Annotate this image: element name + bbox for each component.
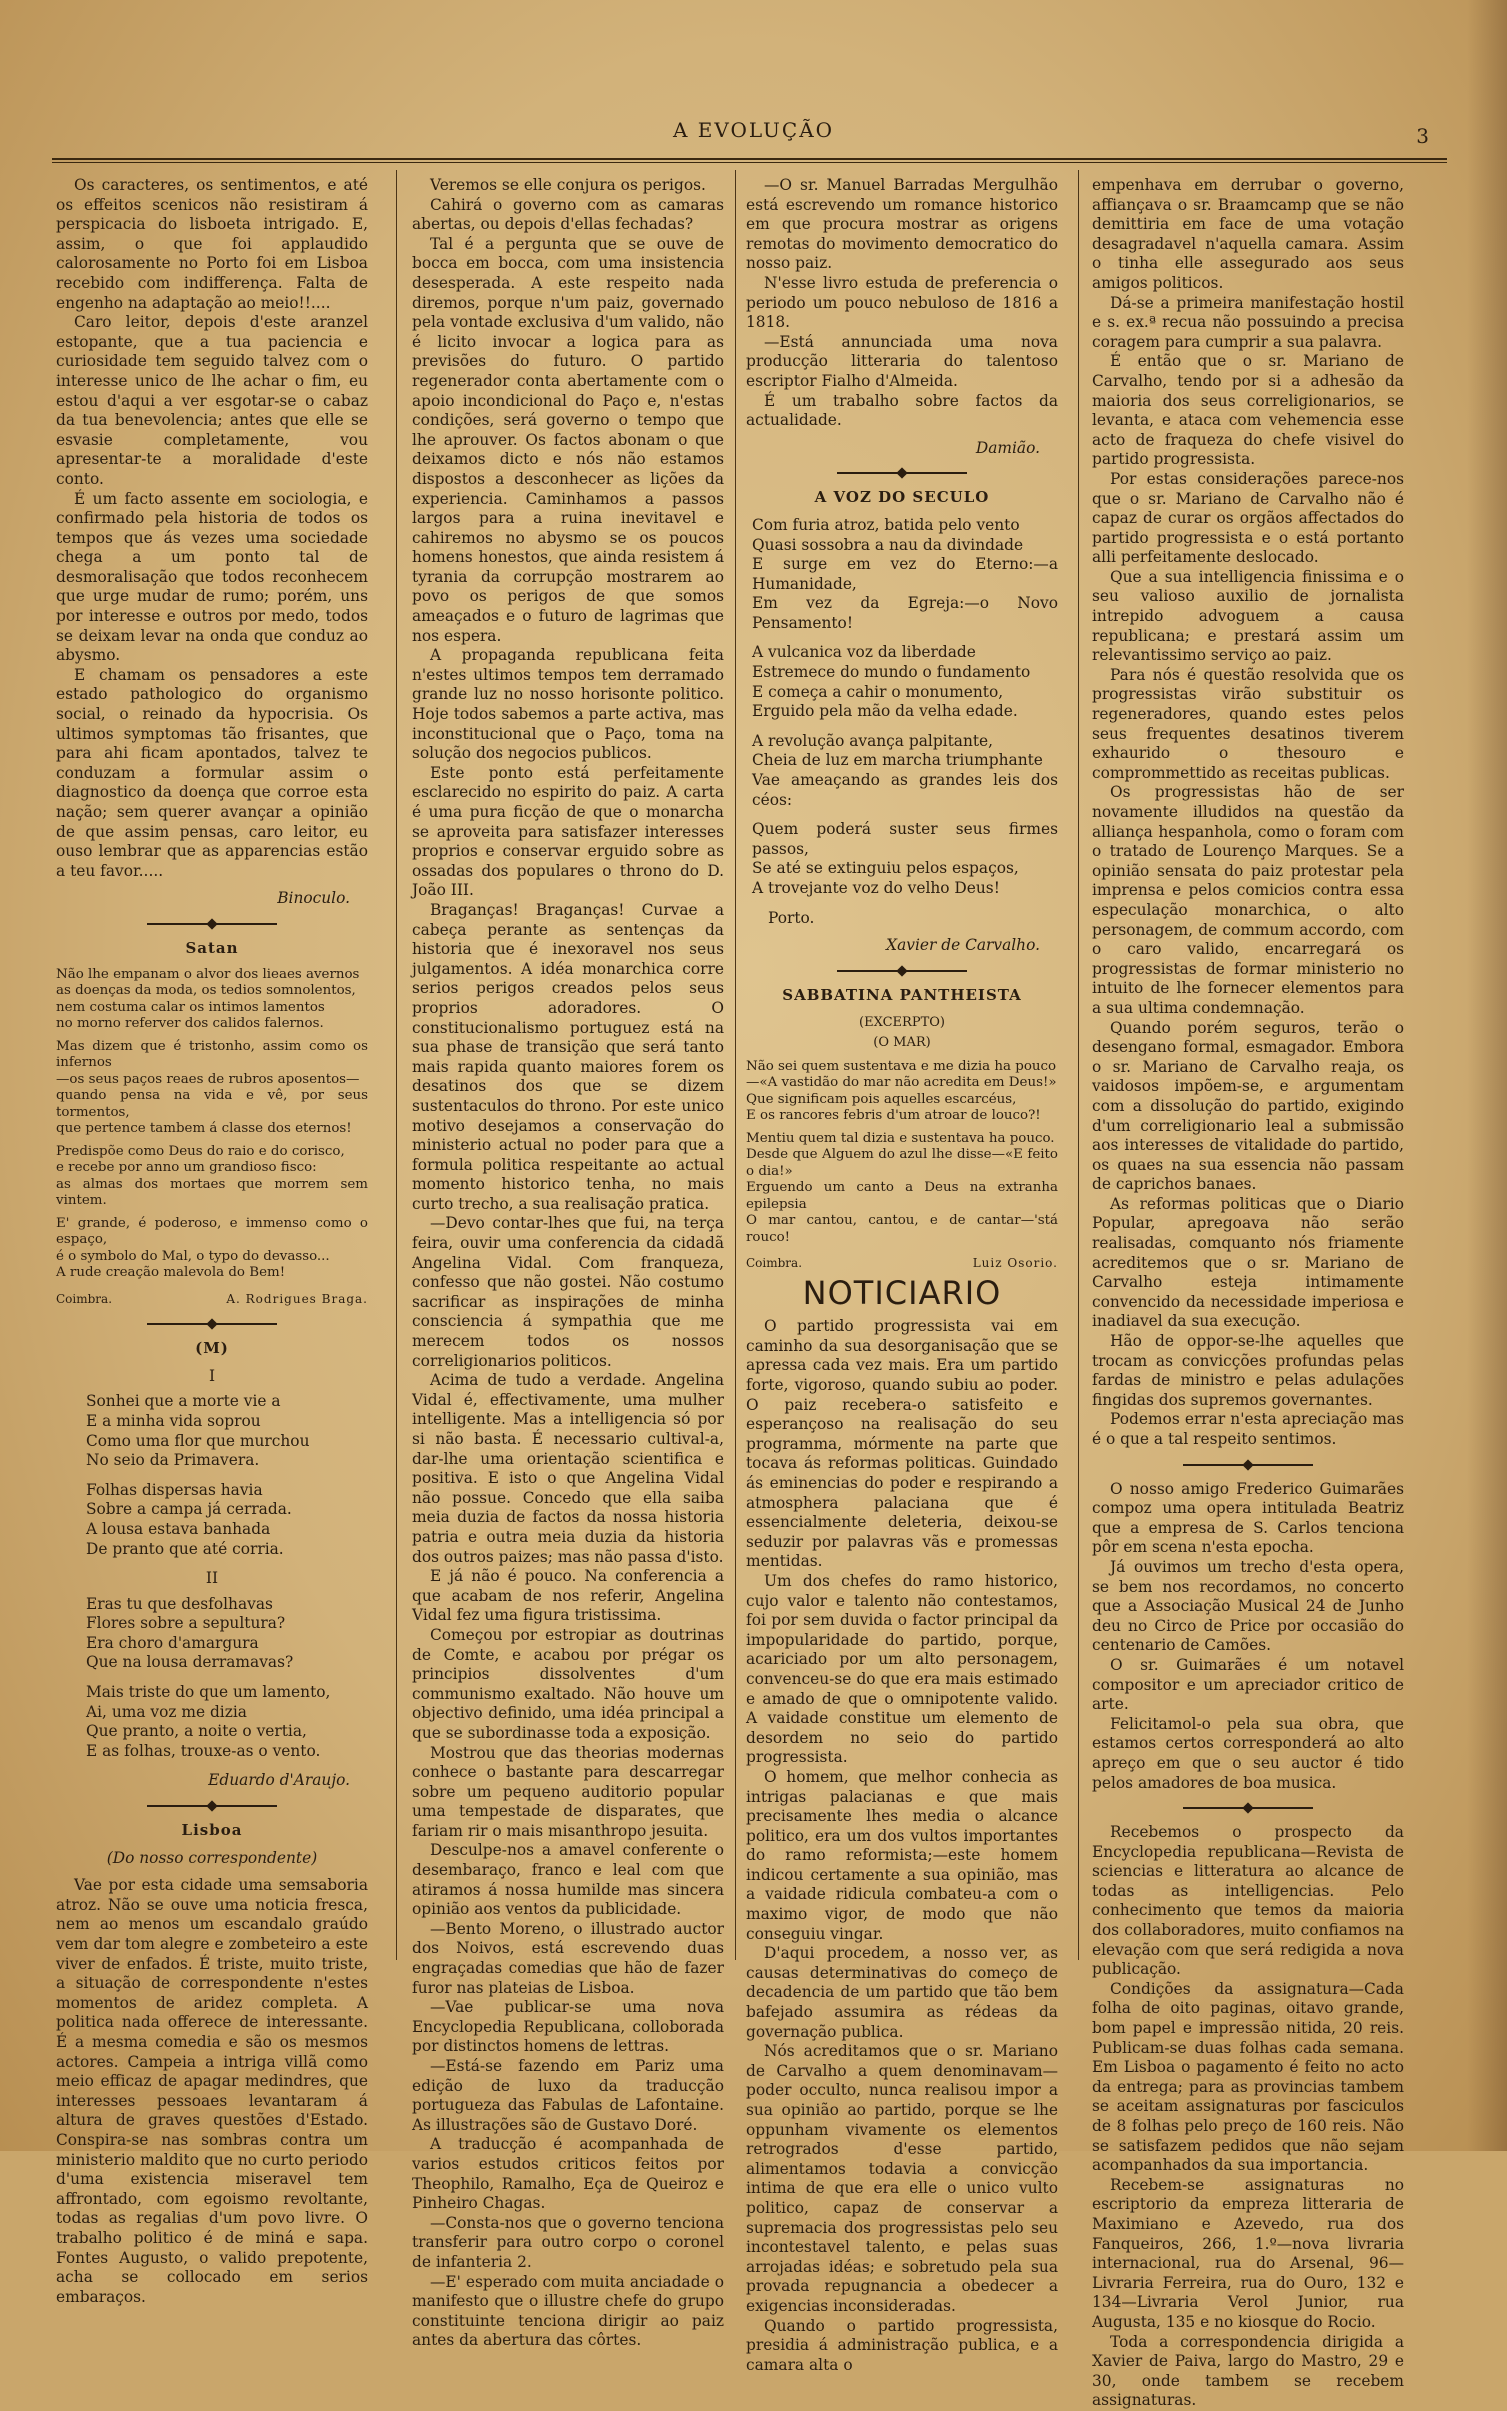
paragraph: Recebem-se assignaturas no escriptorio da empreza litteraria de Maximiano e Azevedo, rua dos Fanqueiros, 266, 1.º—nova livraria internacional, rua do Arsenal, 96—Livraria Ferreira, rua do Ouro, 132 e 134—Livraria Verol Junior, rua Augusta, 135 e no kiosque do Rocio. xyxy=(1092,2175,1404,2331)
signature: Damião. xyxy=(975,438,1040,457)
poem-line: Mais triste do que um lamento, xyxy=(86,1683,331,1702)
poem-line: A vulcanica voz da liberdade xyxy=(752,643,976,662)
poem-line: Eras tu que desfolhavas xyxy=(86,1594,273,1613)
poem-line: E' grande, é poderoso, e immenso como o espaço, xyxy=(56,1215,368,1248)
poem-line: De pranto que até corria. xyxy=(86,1539,284,1558)
paragraph: Cahirá o governo com as camaras abertas, ou depois d'ellas fechadas? xyxy=(412,195,724,234)
poem-line: Com furia atroz, batida pelo vento xyxy=(752,515,1020,534)
paragraph: A traducção é acompanhada de varios estudos criticos feitos por Theophilo, Ramalho, Eça de Queiroz e Pinheiro Chagas. xyxy=(412,2135,724,2213)
paragraph: Quando o partido progressista, presidia á administração publica, e a camara alta o xyxy=(746,2316,1058,2374)
paragraph: —Devo contar-lhes que fui, na terça feira, ouvir uma conferencia da cidadã Angelina Vidal. Com franqueza, confesso que não gostei. Não costumo sacrificar as inspirações de minha consciencia á sympathia que me merecem todos os nossos correligionarios politicos. xyxy=(412,1214,724,1370)
poem-line: Predispõe como Deus do raio e do corisco, xyxy=(56,1143,345,1159)
paragraph: —Está-se fazendo em Pariz uma edição de luxo da traducção portugueza das Fabulas de Lafontaine. As illustrações são de Gustavo Doré. xyxy=(412,2057,724,2134)
section-title: A VOZ DO SECULO xyxy=(814,488,990,507)
column-rule xyxy=(1078,170,1079,1960)
poem-line: A lousa estava banhada xyxy=(86,1519,271,1538)
column-rule xyxy=(735,170,736,1960)
poem-line: e recebe por anno um grandioso fisco: xyxy=(56,1160,317,1176)
paragraph: Para nós é questão resolvida que os progressistas virão substituir os regeneradores, quando estes pelos seus frequentes desatinos tiverem exhaurido o thesouro e comprommettido as receitas publicas. xyxy=(1092,665,1404,782)
paragraph: Acima de tudo a verdade. Angelina Vidal é, effectivamente, uma mulher intelligente. Mas a intelligencia só por si não basta. É necessario cultival-a, dar-lhe uma orientação scientifica e positiva. E isto o que Angelina Vidal não possue. Concedo que ella saiba meia duzia de factos da nossa historia patria e outra meia duzia da historia dos outros paizes; mas não passa d'isto. xyxy=(412,1371,724,1566)
poem-line: Que significam pois aquelles escarcéus, xyxy=(746,1091,1017,1107)
place: Porto. xyxy=(768,908,815,927)
poem-stanza xyxy=(86,1392,368,1470)
section-title: SABBATINA PANTHEISTA xyxy=(782,985,1022,1004)
roman-numeral: II xyxy=(205,1569,219,1588)
section-title: (M) xyxy=(195,1339,229,1358)
poem-line: Folhas dispersas havia xyxy=(86,1480,263,1499)
paragraph: Um dos chefes do ramo historico, cujo valor e talento não contestamos, foi por sem duvida o factor principal da impopularidade do partido, porque, acariciado por um alto personagem, convenceu-se do que era mais estimado e amado de que o omnipotente valido. A vaidade constitue um elemento de desordem no seio do partido progressista. xyxy=(746,1571,1058,1767)
poem-line: E começa a cahir o monumento, xyxy=(752,682,1004,701)
paragraph: —Bento Moreno, o illustrado auctor dos Noivos, está escrevendo duas engraçadas comedias que hão de fazer furor nas plateias de Lisboa. xyxy=(412,1919,724,1997)
place: Coimbra. xyxy=(56,1291,113,1306)
column-1 xyxy=(56,176,368,2306)
header-rule-thin xyxy=(52,162,1447,163)
paragraph: A propaganda republicana feita n'estes ultimos tempos tem derramado grande luz no nosso horisonte politico. Hoje todos sabemos a parte activa, mas inconstitucional que o Paço, toma na solução dos negocios publicos. xyxy=(412,646,724,763)
section-title: Satan xyxy=(185,938,239,957)
poem-line: Quasi sossobra a nau da divindade xyxy=(752,535,1024,554)
place: Coimbra. xyxy=(746,1256,803,1271)
separator xyxy=(147,923,277,925)
poem-line: A rude creação malevola do Bem! xyxy=(56,1265,286,1281)
poem-line: Sobre a campa já cerrada. xyxy=(86,1500,292,1519)
poem-line: No seio da Primavera. xyxy=(86,1451,260,1470)
paragraph: As reformas politicas que o Diario Popular, apregoava não serão realisadas, comquanto nós friamente acreditemos que o sr. Mariano de Carvalho esteja intimamente convencido da necessidade imperiosa e inadiavel da sua execução. xyxy=(1092,1194,1404,1331)
paragraph: D'aqui procedem, a nosso ver, as causas determinativas do começo de decadencia de um partido que tão bem bafejado assumira as rédeas da governação publica. xyxy=(746,1944,1058,2041)
paragraph: Dá-se a primeira manifestação hostil e s. ex.ª recua não possuindo a precisa coragem para cumprir a sua palavra. xyxy=(1092,293,1404,351)
poem-line: as doenças da moda, os tedios somnolentos, xyxy=(56,983,356,999)
separator xyxy=(147,1805,277,1807)
poem-stanza xyxy=(56,1144,368,1210)
poem-line: O mar cantou, cantou, e de cantar—'stá rouco! xyxy=(746,1213,1058,1245)
poem-stanza xyxy=(752,516,1058,634)
poem-stanza xyxy=(86,1481,368,1559)
separator xyxy=(1183,1807,1313,1809)
paragraph: Toda a correspondencia dirigida a Xavier de Paiva, largo do Mastro, 29 e 30, onde tambem se recebem assignaturas. xyxy=(1092,2332,1404,2410)
column-2 xyxy=(412,176,724,2350)
separator xyxy=(1183,1464,1313,1466)
section-title: Lisboa xyxy=(181,1821,243,1840)
signature: Binoculo. xyxy=(277,889,350,908)
poem-stanza xyxy=(752,643,1058,721)
paragraph: É um trabalho sobre factos da actualidade. xyxy=(746,391,1058,430)
poem-line: E os rancores febris d'um atroar de louco?! xyxy=(746,1108,1041,1124)
poem-line: E as folhas, trouxe-as o vento. xyxy=(86,1741,321,1760)
paragraph: E já não é pouco. Na conferencia a que acabam de nos referir, Angelina Vidal fez uma figura tristissima. xyxy=(412,1567,724,1625)
poem-stanza xyxy=(752,732,1058,810)
poem-line: Mentiu quem tal dizia e sustentava ha pouco. xyxy=(746,1130,1055,1146)
poem-stanza xyxy=(86,1595,368,1673)
paragraph: —E' esperado com muita anciadade o manifesto que o illustre chefe do grupo constituinte tenciona dirigir ao paiz antes da abertura das côrtes. xyxy=(412,2272,724,2350)
poem-line: A revolução avança palpitante, xyxy=(752,731,994,750)
poem-line: Não sei quem sustentava e me dizia ha pouco xyxy=(746,1058,1057,1074)
paragraph: O partido progressista vai em caminho da sua desorganisação que se apressa cada vez mais. Era um partido forte, vigoroso, quando subiu ao poder. O paiz recebera-o satisfeito e esperançoso na realisação do seu programma, mórmente na parte que tocava ás reformas politicas. Guindado ás eminencias do poder e respirando a atmosphera palaciana que é essencialmente deleteria, deixou-se seduzir por palavras vãs e promessas mentidas. xyxy=(746,1317,1058,1571)
masthead: A EVOLUÇÃO xyxy=(672,118,835,142)
separator xyxy=(837,970,967,972)
column-4 xyxy=(1092,176,1404,2410)
paragraph: Já ouvimos um trecho d'esta opera, se bem nos recordamos, no concerto que a Associação Musical 24 de Junho deu no Circo de Price por occasião do centenario de Camões. xyxy=(1092,1557,1404,1655)
poem-line: Em vez da Egreja:—o Novo Pensamento! xyxy=(752,594,1058,632)
poem-footer xyxy=(56,1290,368,1310)
poem-stanza xyxy=(86,1683,368,1761)
poem-line: Flores sobre a sepultura? xyxy=(86,1614,286,1633)
paragraph: Hão de oppor-se-lhe aquelles que trocam as convicções profundas pelas fardas de ministro e pelas adulações fingidas dos supremos governantes. xyxy=(1092,1332,1404,1409)
separator xyxy=(837,472,967,474)
poem-line: quando pensa na vida e vê, por seus tormentos, xyxy=(56,1088,368,1120)
paragraph: Tal é a pergunta que se ouve de bocca em bocca, com uma insistencia desesperada. A este respeito nada diremos, porque n'um paiz, governado pela vontade exclusiva d'um valido, não é licito invocar a logica para as previsões do futuro. O partido regenerador conta abertamente com o apoio incondicional do Paço e, n'estas condições, será governo o tempo que lhe aprouver. Os factos abonam o que deixamos dicto e nós não estamos dispostos a desconhecer as lições da experiencia. Caminhamos a passos largos para a ruina inevitavel e cahiremos no abysmo se os poucos homens honestos, que ainda resistem á tyrania da corrupção mostrarem ao povo os perigos de que somos ameaçados e o futuro de lagrimas que nos espera. xyxy=(412,234,724,645)
paragraph: E chamam os pensadores a este estado pathologico do organismo social, o reinado da hypocrisia. Os ultimos symptomas tão frisantes, que para ahi ficam apontados, talvez te conduzam a formular assim o diagnostico da doença que corroe esta nação; sem querer avançar a opinião de que assim pensas, caro leitor, eu ouso lembrar que as apparencias estão a teu favor..... xyxy=(56,665,368,880)
paragraph: Vae por esta cidade uma semsaboria atroz. Não se ouve uma noticia fresca, nem ao menos um escandalo graúdo vem dar tom alegre e zombeteiro a este viver de enfados. É triste, muito triste, a situação de correspondente n'estes momentos de aridez completa. A politica nada offerece de interessante. É a mesma comedia e são os mesmos actores. Campeia a intriga villã como meio efficaz de apagar medindres, que interesses pessoaes levantaram á altura de graves questões d'Estado. Conspira-se nas sombras contra um ministerio maldito que no curto periodo d'uma existencia miseravel tem affrontado, com egoismo revoltante, todas as regalias d'um povo livre. O trabalho politico é de miná e sapa. Fontes Augusto, o valido prepotente, acha se collocado em serios embaraços. xyxy=(56,1876,368,2306)
poem-stanza xyxy=(56,1216,368,1282)
paragraph: Nós acreditamos que o sr. Mariano de Carvalho a quem denominavam—poder occulto, nunca realisou impor a sua opinião ao partido, porque se lhe oppunham vivamente os elementos retrogrados d'esse partido, alimentamos todavia a convicção intima de que era elle o unico vulto politico, capaz de conservar a supremacia dos progressistas pelo seu incontestavel talento, e pelas suas arrojadas idéas; e sobretudo pela sua provada repugnancia a obedecer a exigencias inconsideradas. xyxy=(746,2042,1058,2315)
poem-line: Que pranto, a noite o vertia, xyxy=(86,1722,307,1741)
author: Luiz Osorio. xyxy=(972,1256,1058,1271)
poem-stanza xyxy=(56,1039,368,1138)
paragraph: Mostrou que das theorias modernas conhece o bastante para descarregar sobre um pequeno auditorio popular uma tempestade de disparates, que fariam rir o mais misanthropo jesuita. xyxy=(412,1743,724,1840)
paragraph: Que a sua intelligencia finissima e o seu valioso auxilio de jornalista intrepido advoguem a causa republicana; e prestará assim um relevantissimo serviço ao paiz. xyxy=(1092,567,1404,665)
section-title: NOTICIARIO xyxy=(802,1273,1002,1312)
poem-line: Se até se extinguiu pelos espaços, xyxy=(752,859,1019,878)
poem-line: Estremece do mundo o fundamento xyxy=(752,663,1031,682)
poem-line: A trovejante voz do velho Deus! xyxy=(752,879,1000,897)
poem-line: Que na lousa derramavas? xyxy=(86,1653,294,1672)
section-subtitle: (Do nosso correspondente) xyxy=(106,1848,318,1867)
paragraph: Os progressistas hão de ser novamente illudidos na questão da alliança hespanhola, como o foram com o tratado de Lourenço Marques. Se a opinião sensata do paiz protestar pela imprensa e pelos comicios contra essa especulação monarchica, o alto personagem, de commum accordo, com o caro valido, encarregará os progressistas de formar ministerio no intuito de lhe fornecer elementos para a sua ultima condemnação. xyxy=(1092,783,1404,1017)
poem-line: Erguido pela mão da velha edade. xyxy=(752,702,1018,721)
header-rule xyxy=(52,158,1447,160)
paragraph: Começou por estropiar as doutrinas de Comte, e acabou por prégar os principios dissolventes d'um communismo exaltado. Não houve um objectivo definido, uma idéa principal a que se subordinasse toda a exposição. xyxy=(412,1625,724,1742)
paragraph: —Consta-nos que o governo tenciona transferir para outro corpo o coronel de infanteria 2. xyxy=(412,2213,724,2271)
poem-line: E a minha vida soprou xyxy=(86,1411,261,1430)
paragraph: —O sr. Manuel Barradas Mergulhão está escrevendo um romance historico em que procura mostrar as origens remotas do movimento democratico do nosso paiz. xyxy=(746,176,1058,273)
paragraph: Braganças! Braganças! Curvae a cabeça perante as sentenças da historia que é inexoravel nos seus julgamentos. A idéa monarchica corre serios perigos creados pelos seus proprios adoradores. O constitucionalismo portuguez está na sua phase de transição que será tanto mais rapida quanto maiores forem os desatinos dos que se dizem sustentaculos do throno. Por este unico motivo desejamos a conservação do ministerio actual no poder para que a formula politica respeitante ao actual momento historico tenha, no mais curto trecho, a sua realisação pratica. xyxy=(412,900,724,1213)
poem-line: Quem poderá suster seus firmes passos, xyxy=(752,820,1058,858)
paragraph: Desculpe-nos a amavel conferente o desembaraço, franco e leal com que atiramos á nossa humilde mas sincera opinião aos ventos da publicidade. xyxy=(412,1841,724,1919)
poem-line: é o symbolo do Mal, o typo do devasso... xyxy=(56,1248,330,1264)
poem-line: Era choro d'amargura xyxy=(86,1633,259,1652)
author: A. Rodrigues Braga. xyxy=(226,1291,368,1306)
poem-line: Como uma flor que murchou xyxy=(86,1431,310,1450)
signature: Xavier de Carvalho. xyxy=(886,936,1040,955)
signature: Eduardo d'Araujo. xyxy=(208,1771,350,1790)
poem-line: —«A vastidão do mar não acredita em Deus!» xyxy=(746,1075,1057,1091)
paragraph: O homem, que melhor conhecia as intrigas palacianas e que mais precisamente lhes media o alcance politico, era um dos vultos importantes do ramo reformista;—este homem indicou certamente a sua opinião, mas a vaidade ridicula combateu-a com o maximo vigor, de modo que não conseguiu vingar. xyxy=(746,1767,1058,1943)
paragraph: Os caracteres, os sentimentos, e até os effeitos scenicos não resistiram á perspicacia do lisboeta intrigado. E, assim, o que foi applaudido calorosamente no Porto foi em Lisboa recebido com indifferença. Falta de engenho na adaptação ao meio!!.... xyxy=(56,176,368,312)
paragraph: Caro leitor, depois d'este aranzel estopante, que a tua paciencia e curiosidade tem seguido talvez com o interesse unico de lhe achar o fim, eu estou d'aqui a ver esgotar-se o cabaz da tua benevolencia; antes que elle se esvasie completamente, vou apresentar-te a moralidade d'este conto. xyxy=(56,313,368,488)
poem-line: as almas dos mortaes que morrem sem vintem. xyxy=(56,1176,368,1209)
paragraph: Este ponto está perfeitamente esclarecido no espirito do paiz. A carta é uma pura ficção de que o monarcha se aproveita para satisfazer interesses proprios e conservar erguido sobre as ossadas dos populares o throno do D. João III. xyxy=(412,763,724,900)
poem-stanza xyxy=(746,1131,1058,1247)
poem-line: Erguendo um canto a Deus na extranha epilepsia xyxy=(746,1180,1058,1212)
poem-line: nem costuma calar os intimos lamentos xyxy=(56,999,325,1015)
poem-stanza xyxy=(56,967,368,1033)
section-subtitle: (EXCERPTO) xyxy=(859,1015,945,1031)
poem-stanza xyxy=(746,1059,1058,1125)
poem-line: que pertence tambem á classe dos eternos! xyxy=(56,1121,352,1137)
poem-line: E surge em vez do Eterno:—a Humanidade, xyxy=(752,555,1058,593)
poem-line: no morno referver dos calidos falernos. xyxy=(56,1016,324,1032)
paragraph: Quando porém seguros, terão o desengano formal, esmagador. Embora o sr. Mariano de Carvalho reaja, os vaidosos impõem-se, e argumentam com a dissolução do partido, exigindo d'um correligionario leal a submissão aos interesses de vitalidade do partido, os quaes na sua essencia não passam de caprichos banaes. xyxy=(1092,1018,1404,1194)
paragraph: Podemos errar n'esta apreciação mas é o que a tal respeito sentimos. xyxy=(1092,1410,1404,1448)
poem-stanza xyxy=(752,820,1058,898)
poem-line: Mas dizem que é tristonho, assim como os infernos xyxy=(56,1038,368,1071)
column-3 xyxy=(746,176,1058,2374)
paragraph: Por estas considerações parece-nos que o sr. Mariano de Carvalho não é capaz de curar os orgãos affectados do partido progressista e o está portanto alli perfeitamente deslocado. xyxy=(1092,469,1404,567)
paragraph: —Está annunciada uma nova producção litteraria do talentoso escriptor Fialho d'Almeida. xyxy=(746,332,1058,390)
poem-line: Sonhei que a morte vie a xyxy=(86,1392,281,1411)
paragraph: Veremos se elle conjura os perigos. xyxy=(430,176,706,194)
separator xyxy=(147,1323,277,1325)
paragraph: O sr. Guimarães é um notavel compositor e um apreciador critico de arte. xyxy=(1092,1655,1404,1714)
poem-line: Cheia de luz em marcha triumphante xyxy=(752,751,1043,770)
section-subtitle: (O MAR) xyxy=(873,1034,931,1050)
paragraph: N'esse livro estuda de preferencia o periodo um pouco nebuloso de 1816 a 1818. xyxy=(746,273,1058,332)
paragraph: empenhava em derrubar o governo, affiançava o sr. Braamcamp que se não demittiria em face de uma votação desagradavel n'aquella camara. Assim o tinha elle assegurado aos seus amigos politicos. xyxy=(1092,176,1404,292)
paragraph: É um facto assente em sociologia, e confirmado pela historia de todos os tempos que ás vezes uma sociedade chega a um ponto tal de desmoralisação que todos reconhecem que urge mudar de rumo; porém, uns por interesse e outros por medo, todos se deixam levar na onda que conduz ao abysmo. xyxy=(56,489,368,665)
page-number: 3 xyxy=(1416,124,1429,148)
column-rule xyxy=(396,170,397,1960)
roman-numeral: I xyxy=(208,1366,216,1385)
paragraph: Recebemos o prospecto da Encyclopedia republicana—Revista de sciencias e litteratura ao alcance de todas as intelligencias. Pelo conhecimento que temos da maioria dos collaboradores, muito confiamos na elevação com que será redigida a nova publicação. xyxy=(1092,1823,1404,1979)
paragraph: Felicitamol-o pela sua obra, que estamos certos corresponderá ao alto apreço em que o seu auctor é tido pelos amadores de boa musica. xyxy=(1092,1714,1404,1792)
poem-line: Desde que Alguem do azul lhe disse—«E feito o dia!» xyxy=(746,1147,1058,1179)
paragraph: O nosso amigo Frederico Guimarães compoz uma opera intitulada Beatriz que a empresa de S. Carlos tenciona pôr em scena n'esta epocha. xyxy=(1092,1479,1404,1557)
paragraph: —Vae publicar-se uma nova Encyclopedia Republicana, colloborada por distinctos homens de lettras. xyxy=(412,1998,724,2056)
poem-line: Vae ameaçando as grandes leis dos céos: xyxy=(752,771,1058,809)
poem-line: —os seus paços reaes de rubros aposentos— xyxy=(56,1071,360,1087)
poem-line: Ai, uma voz me dizia xyxy=(86,1702,247,1721)
paragraph: Condições da assignatura—Cada folha de oito paginas, oitavo grande, bom papel e impressão nitida, 20 reis. Publicam-se duas folhas cada semana. Em Lisboa o pagamento é feito no acto da entrega; para as provincias tambem se aceitam assignaturas por fasciculos de 8 folhas pelo preço de 160 reis. Não se satisfazem pedidos que não sejam acompanhados da sua importancia. xyxy=(1092,1979,1404,2175)
paragraph: É então que o sr. Mariano de Carvalho, tendo por si a adhesão da maioria dos seus correligionarios, se levanta, e ataca com vehemencia esse acto de fraqueza do chefe visivel do partido progressista. xyxy=(1092,352,1404,469)
poem-footer xyxy=(746,1254,1058,1274)
poem-line: Não lhe empanam o alvor dos lieaes avernos xyxy=(56,966,360,982)
